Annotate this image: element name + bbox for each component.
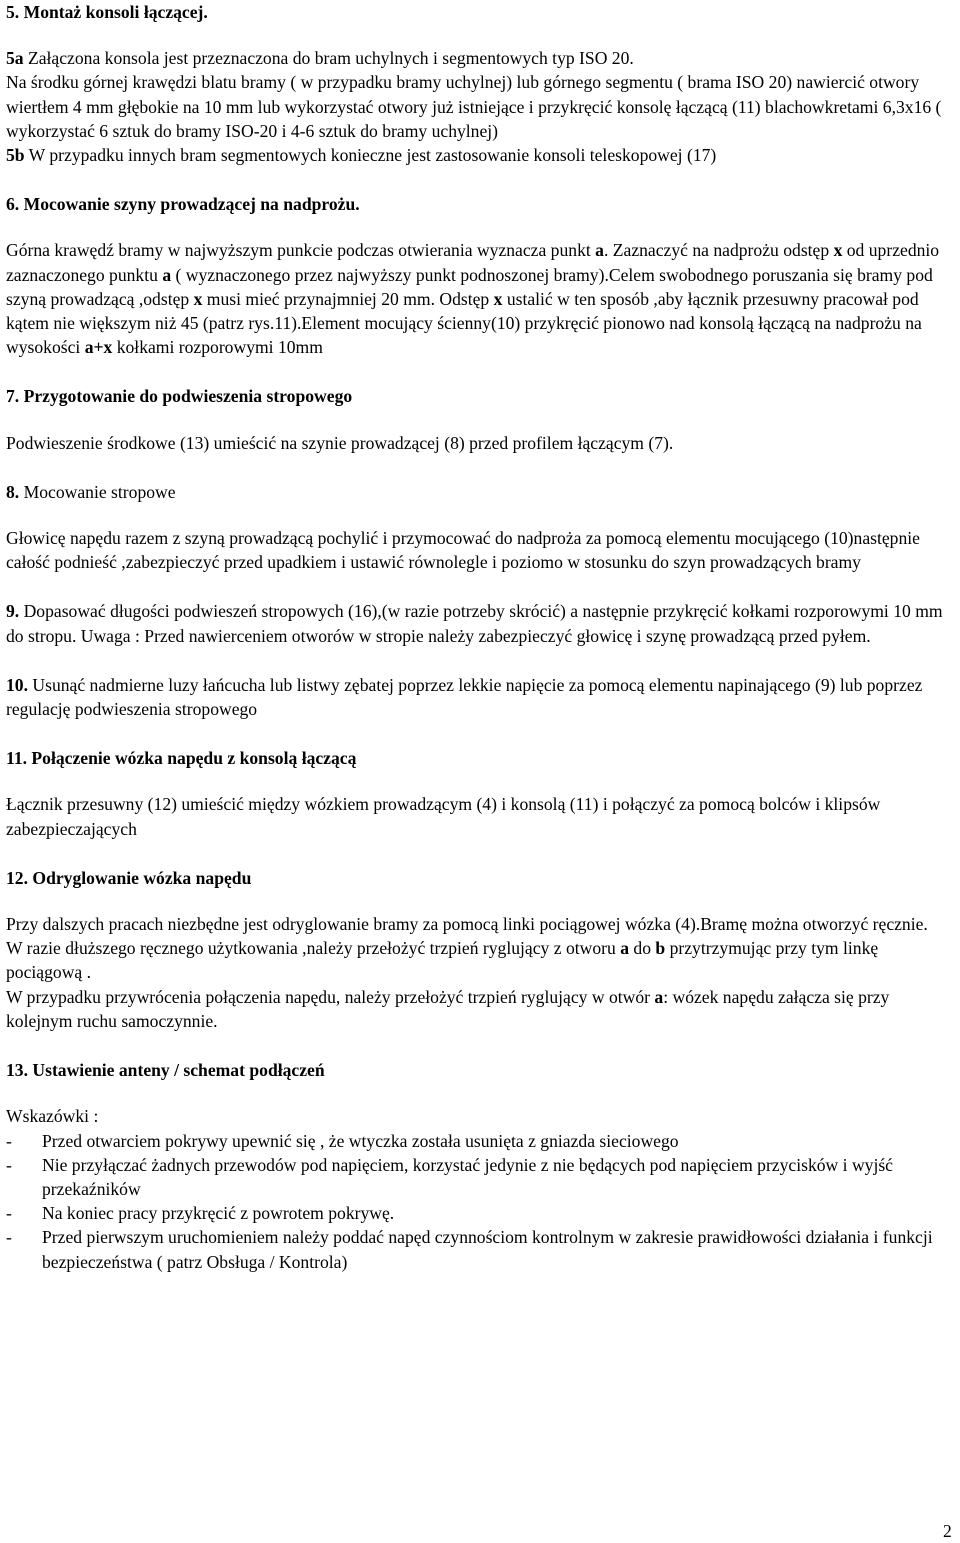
section-7-paragraph: Podwieszenie środkowe (13) umieścić na szynie prowadzącej (8) przed profilem łączącym (7).: [6, 432, 674, 453]
bold-x: x: [493, 288, 503, 309]
section-8-title: Mocowanie stropowe: [19, 481, 176, 502]
hint-text: Przed otwarciem pokrywy upewnić się , że wtyczka została usunięta z gniazda sieciowego: [42, 1130, 679, 1151]
dash-bullet: -: [6, 1130, 12, 1151]
label-5b: 5b: [6, 145, 25, 166]
text-run: do: [629, 938, 656, 959]
bold-a-plus-x: a+x: [84, 337, 113, 358]
section-5a-paragraph: [6, 46, 956, 70]
section-7-number: 7.: [6, 386, 20, 407]
section-10-paragraph: [6, 673, 956, 721]
bold-hole-a: a: [620, 938, 629, 959]
section-10-number: 10.: [6, 674, 28, 695]
bold-x: x: [193, 288, 203, 309]
section-9-paragraph: [6, 599, 956, 647]
section-8-heading: [6, 480, 956, 504]
text-run: Górna krawędź bramy w najwyższym punkcie podczas otwierania wyznacza punkt: [6, 240, 596, 261]
section-5-mounting-paragraph: Na środku górnej krawędzi blatu bramy ( w przypadku bramy uchylnej) lub górnego segmentu ( brama ISO 20) nawiercić otwory wiertłem 4 mm głębokie na 10 mm lub wykorzystać otwory już istniejące i przykręcić konsolę łączącą (11) blachowkretami 6,3x16 ( wykorzystać 6 sztuk do bramy ISO-20 i 4-6 sztuk do bramy uchylnej): [6, 72, 942, 141]
bold-point-a: a: [595, 240, 604, 261]
section-9-text: Dopasować długości podwieszeń stropowych (16),(w razie potrzeby skrócić) a następnie przykręcić kołkami rozporowymi 10 mm do stropu. Uwaga : Przed nawierceniem otworów w stropie należy zabezpieczyć głowicę i szynę prowadzącą przed pyłem.: [6, 601, 943, 646]
dash-bullet: -: [6, 1203, 12, 1224]
section-7-title: Przygotowanie do podwieszenia stropowego: [19, 386, 353, 407]
section-9-number: 9.: [6, 601, 20, 622]
text-run: W razie dłuższego ręcznego użytkowania ,należy przełożyć trzpień ryglujący z otworu: [6, 938, 621, 959]
hints-label: Wskazówki :: [6, 1106, 99, 1127]
section-5b-paragraph: [6, 143, 956, 167]
bold-point-a: a: [162, 264, 172, 285]
hint-list-item: [6, 1129, 956, 1153]
bold-x: x: [833, 240, 843, 261]
dash-bullet: -: [6, 1227, 12, 1248]
section-11-paragraph: Łącznik przesuwny (12) umieścić między wózkiem prowadzącym (4) i konsolą (11) i połączyć za pomocą bolców i klipsów zabezpieczających: [6, 794, 881, 839]
section-5b-text: W przypadku innych bram segmentowych konieczne jest zastosowanie konsoli teleskopowej (17): [24, 145, 717, 166]
label-5a: 5a: [6, 48, 24, 69]
section-12-heading: 12. Odryglowanie wózka napędu: [6, 867, 252, 888]
hint-text: Na koniec pracy przykręcić z powrotem pokrywę.: [42, 1203, 395, 1224]
dash-bullet: -: [6, 1154, 12, 1175]
section-12-paragraph-2: [6, 936, 956, 984]
text-run: ustalić w ten sposób ,aby łącznik przesuwny pracował pod kątem nie większym niż 45 (patrz rys.11).Element mocujący ścienny(10) przykręcić pionowo nad konsolą łączącą na nadprożu na wysokości: [6, 288, 922, 358]
text-run: przytrzymując przy tym linkę pociągową .: [6, 938, 879, 983]
text-run: ( wyznaczonego przez najwyższy punkt podnoszonej bramy).Celem swobodnego poruszania się bramy pod szyną prowadzącą ,odstęp: [6, 264, 933, 309]
section-11-heading: 11. Połączenie wózka napędu z konsolą łączącą: [6, 748, 357, 769]
hint-list-item: [6, 1153, 956, 1201]
bold-hole-b: b: [655, 938, 666, 959]
section-13-heading: 13. Ustawienie anteny / schemat podłączeń: [6, 1060, 325, 1081]
text-run: W przypadku przywrócenia połączenia napędu, należy przełożyć trzpień ryglujący w otwór: [6, 986, 655, 1007]
section-5-heading: 5. Montaż konsoli łączącej.: [6, 2, 208, 22]
section-8-number: 8.: [6, 481, 20, 502]
document-page: [6, 0, 956, 1274]
section-6-paragraph: [6, 238, 956, 359]
section-5a-text: Załączona konsola jest przeznaczona do bram uchylnych i segmentowych typ ISO 20.: [23, 48, 634, 69]
text-run: : wózek napędu załącza się przy kolejnym ruchu samoczynnie.: [6, 986, 890, 1031]
section-12-paragraph-3: [6, 985, 956, 1033]
hint-list-item: [6, 1201, 956, 1225]
text-run: od uprzednio zaznaczonego punktu: [6, 240, 940, 285]
text-run: . Zaznaczyć na nadprożu odstęp: [603, 240, 834, 261]
hint-list-item: [6, 1225, 956, 1273]
hint-text: Nie przyłączać żadnych przewodów pod napięciem, korzystać jedynie z nie będących pod napięciem przycisków i wyjść przekaźników: [42, 1154, 893, 1199]
section-6-heading: 6. Mocowanie szyny prowadzącej na nadprożu.: [6, 194, 360, 215]
text-run: kołkami rozporowymi 10mm: [112, 337, 323, 358]
section-10-text: Usunąć nadmierne luzy łańcucha lub listwy zębatej poprzez lekkie napięcie za pomocą elementu napinającego (9) lub poprzez regulację podwieszenia stropowego: [6, 674, 923, 720]
section-8-paragraph: Głowicę napędu razem z szyną prowadzącą pochylić i przymocować do nadproża za pomocą elementu mocującego (10)następnie całość podnieść ,zabezpieczyć przed upadkiem i ustawić równolegle i poziomo w stosunku do szyn prowadzących bramy: [6, 528, 920, 573]
page-number: 2: [943, 1521, 952, 1541]
bold-hole-a: a: [654, 986, 664, 1007]
hint-text: Przed pierwszym uruchomieniem należy poddać napęd czynnościom kontrolnym w zakresie prawidłowości działania i funkcji bezpieczeństwa ( patrz Obsługa / Kontrola): [42, 1227, 933, 1272]
section-12-paragraph-1: Przy dalszych pracach niezbędne jest odryglowanie bramy za pomocą linki pociągowej wózka (4).Bramę można otworzyć ręcznie.: [6, 914, 928, 935]
section-7-heading: [6, 384, 956, 408]
text-run: musi mieć przynajmniej 20 mm. Odstęp: [202, 288, 494, 309]
